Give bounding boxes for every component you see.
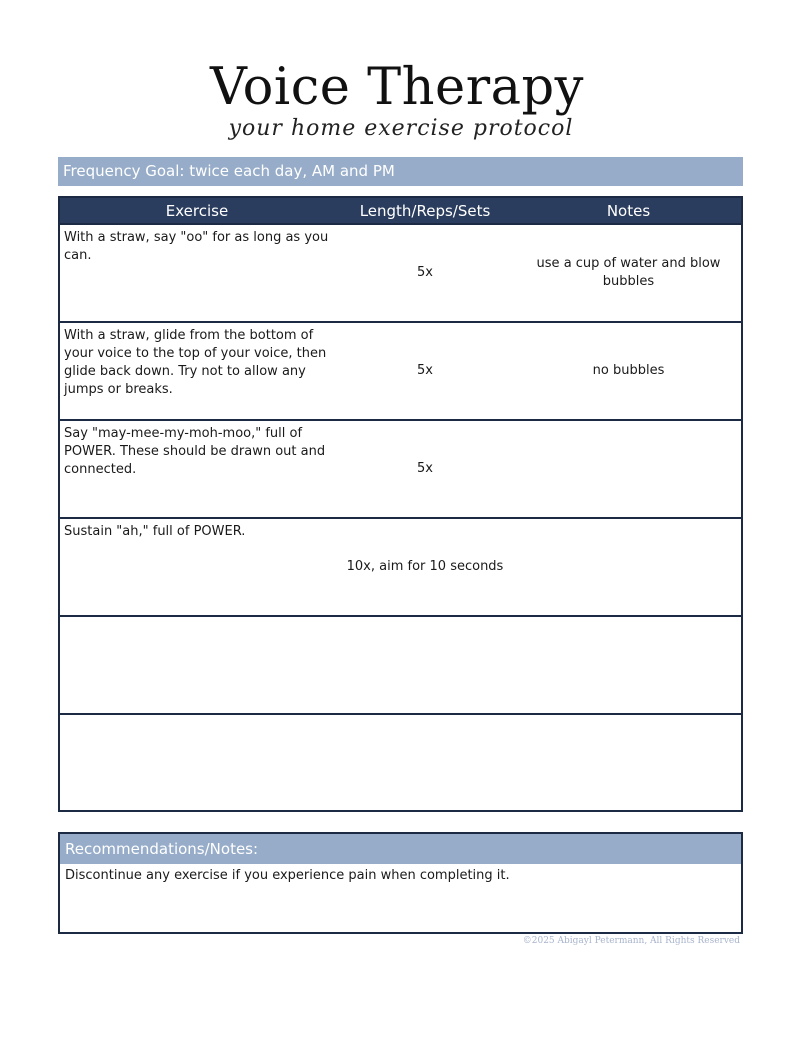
column-header-exercise: Exercise: [165, 202, 229, 220]
length-cell: [334, 323, 516, 419]
column-header-length: Length/Reps/Sets: [359, 202, 491, 220]
notes-text: use a cup of water and blow bubbles: [536, 256, 721, 289]
exercise-cell: With a straw, say "oo" for as long as you can.: [64, 230, 329, 263]
length-text: 10x, aim for 10 seconds: [346, 559, 504, 574]
length-text: 5x: [417, 363, 433, 378]
table-row: [60, 223, 741, 321]
recommendations-box: [58, 832, 743, 934]
exercise-cell: With a straw, glide from the bottom of your voice to the top of your voice, then glide back down. Try not to allow any jumps or breaks.: [64, 328, 327, 397]
notes-cell: [516, 421, 741, 517]
exercise-cell: Sustain "ah," full of POWER.: [64, 524, 246, 539]
length-text: 5x: [417, 461, 433, 476]
page-subtitle: your home exercise protocol: [228, 116, 574, 141]
length-cell: [334, 617, 516, 713]
notes-cell: [516, 715, 741, 811]
length-cell: [334, 715, 516, 811]
frequency-goal-bar: Frequency Goal: twice each day, AM and PM: [58, 157, 743, 186]
notes-cell: [516, 225, 741, 321]
page-title: Voice Therapy: [210, 58, 584, 117]
notes-text: no bubbles: [592, 363, 665, 378]
notes-cell: [516, 519, 741, 615]
table-row: [60, 419, 741, 517]
exercise-cell: Say "may-mee-my-moh-moo," full of POWER. These should be drawn out and connected.: [64, 426, 326, 477]
table-row: [60, 713, 741, 811]
recommendations-heading: Recommendations/Notes:: [60, 834, 741, 864]
notes-cell: [516, 617, 741, 713]
table-row: [60, 321, 741, 419]
copyright-notice: ©2025 Abigayl Petermann, All Rights Reserved: [522, 936, 740, 946]
table-row: [60, 615, 741, 713]
length-cell: [334, 421, 516, 517]
exercise-table: [58, 196, 743, 812]
length-cell: [334, 225, 516, 321]
recommendations-text: Discontinue any exercise if you experience pain when completing it.: [65, 868, 510, 883]
column-header-notes: Notes: [606, 202, 651, 220]
table-row: [60, 517, 741, 615]
length-cell: [334, 519, 516, 615]
notes-cell: [516, 323, 741, 419]
length-text: 5x: [417, 265, 433, 280]
table-header: [60, 198, 741, 225]
